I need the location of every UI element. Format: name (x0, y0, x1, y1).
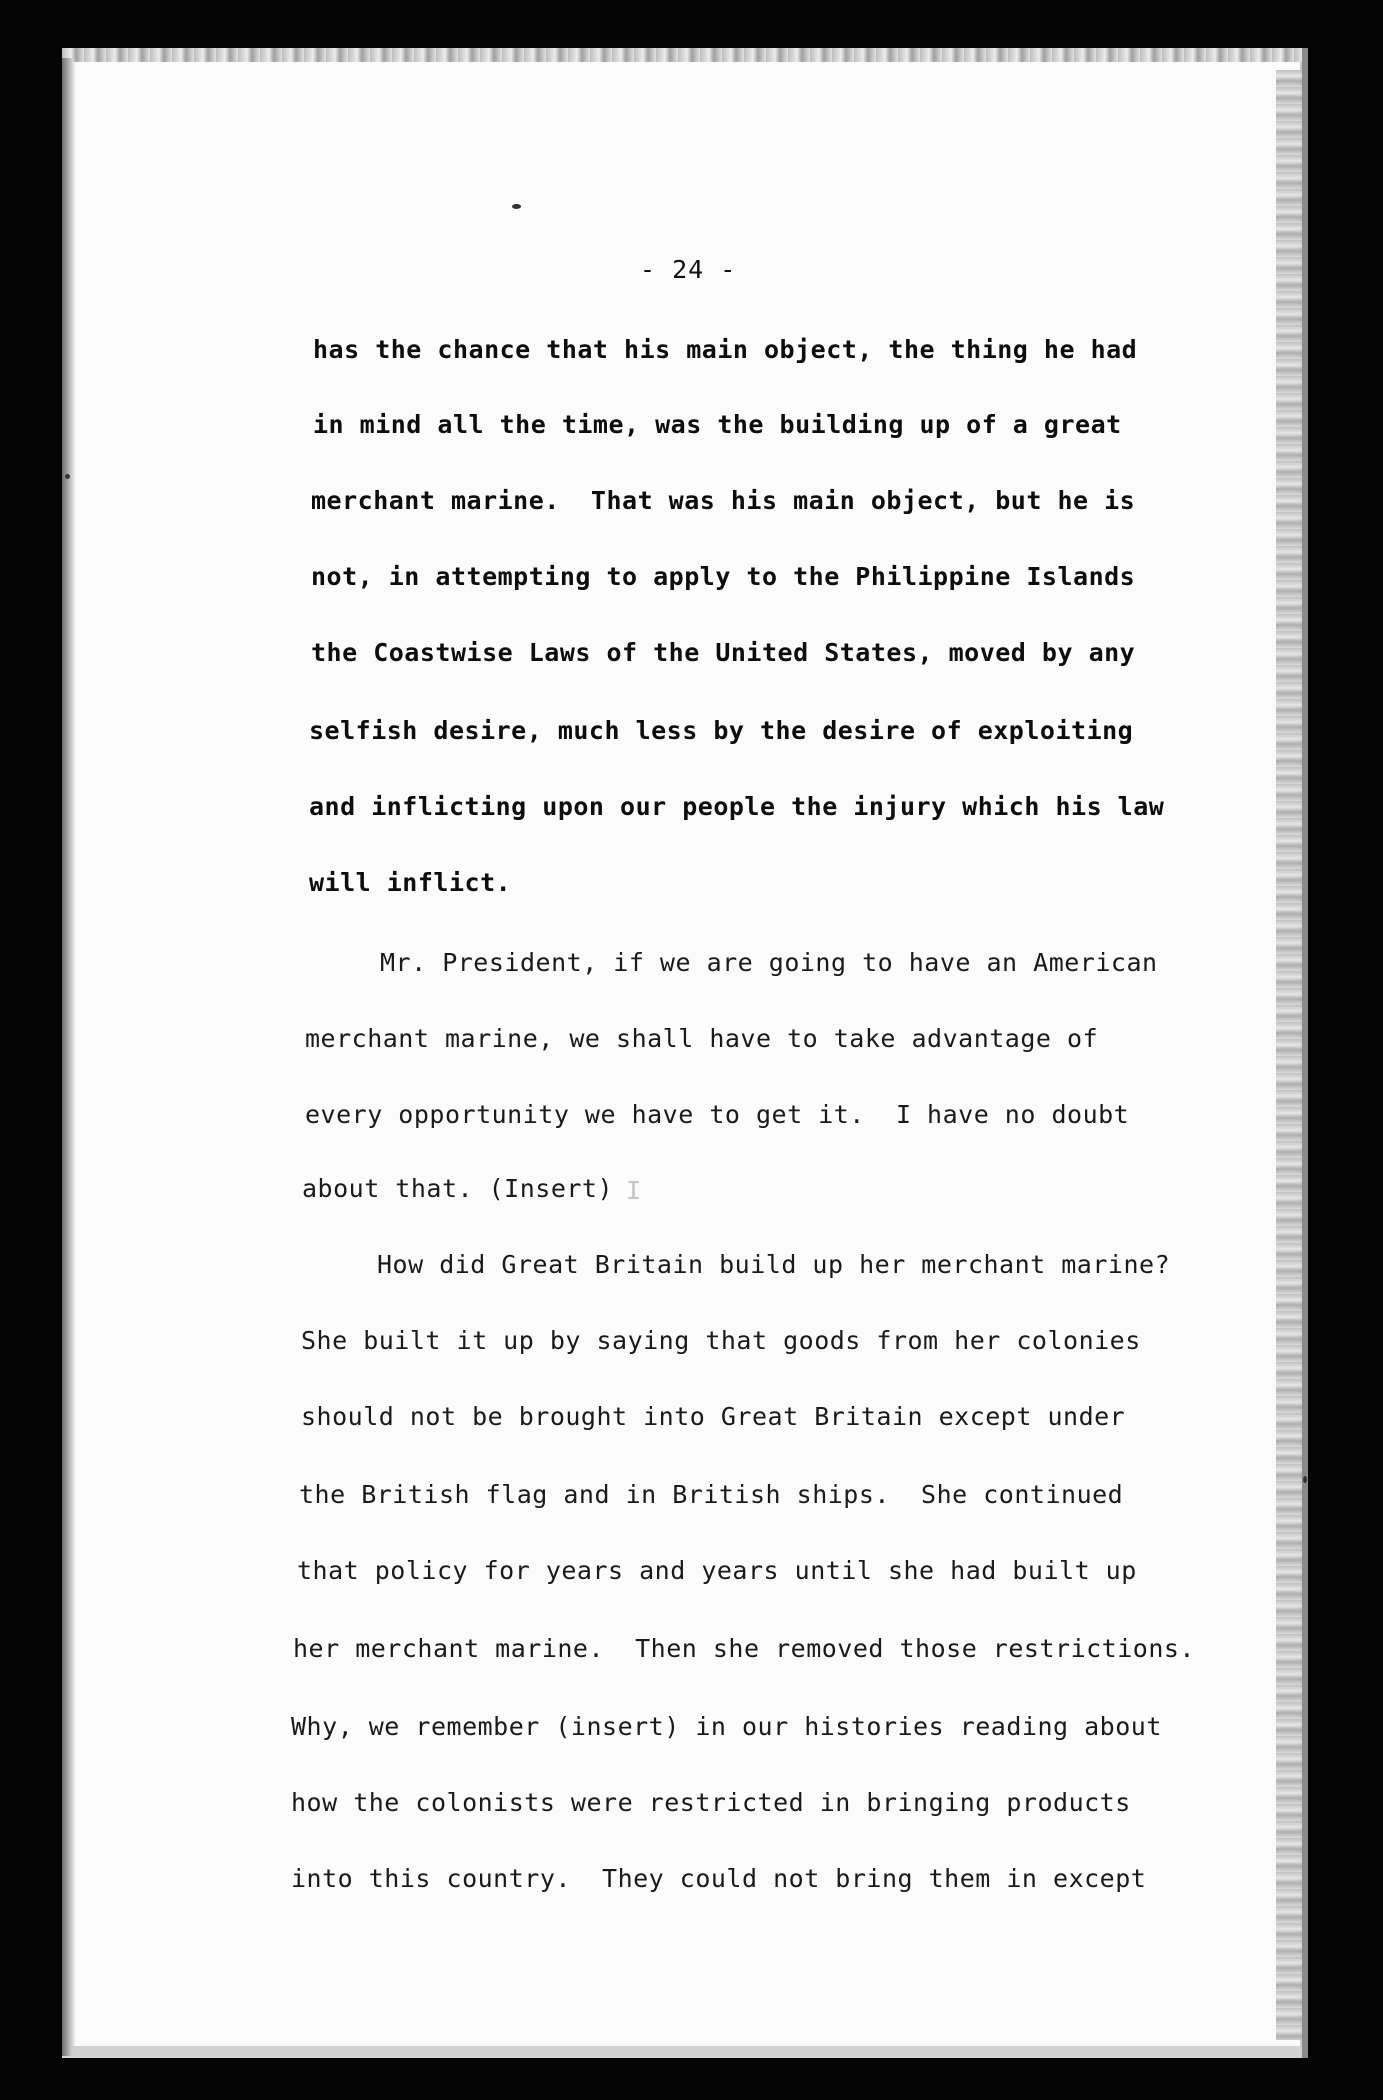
text-line-21: into this country. They could not bring them in except (291, 1864, 1147, 1893)
text-line-4: not, in attempting to apply to the Philippine Islands (311, 562, 1136, 591)
text-line-5: the Coastwise Laws of the United States, moved by any (311, 638, 1136, 667)
text-line-13: How did Great Britain build up her merchant marine? (377, 1250, 1171, 1279)
text-line-9: Mr. President, if we are going to have an American (380, 948, 1158, 977)
text-line-8: will inflict. (309, 868, 512, 897)
text-line-15: should not be brought into Great Britain except under (301, 1402, 1126, 1431)
text-line-11: every opportunity we have to get it. I have no doubt (305, 1100, 1130, 1129)
text-line-6: selfish desire, much less by the desire of exploiting (309, 716, 1134, 745)
page-left-shadow (62, 58, 76, 2056)
text-line-1: has the chance that his main object, the thing he had (313, 335, 1138, 364)
page-bottom-edge (62, 2046, 1302, 2058)
text-line-7: and inflicting upon our people the injury which his law (309, 792, 1165, 821)
stacked-page-edges (1276, 70, 1302, 2040)
text-line-3: merchant marine. That was his main object, but he is (311, 486, 1136, 515)
text-line-12: about that. (Insert) (302, 1174, 614, 1203)
text-line-19: Why, we remember (insert) in our histories reading about (291, 1712, 1162, 1741)
text-line-16: the British flag and in British ships. She continued (299, 1480, 1124, 1509)
text-line-10: merchant marine, we shall have to take advantage of (305, 1024, 1099, 1053)
text-line-17: that policy for years and years until she had built up (297, 1556, 1137, 1585)
text-line-20: how the colonists were restricted in bringing products (291, 1788, 1131, 1817)
ink-speck (512, 204, 521, 209)
text-line-2: in mind all the time, was the building up of a great (313, 410, 1122, 439)
text-line-14: She built it up by saying that goods from her colonies (301, 1326, 1141, 1355)
page-number: - 24 - (640, 255, 737, 284)
faint-insert-mark: I (626, 1176, 720, 1205)
ink-speck (1303, 1476, 1307, 1483)
text-line-18: her merchant marine. Then she removed those restrictions. (293, 1634, 1195, 1663)
page-top-edge (62, 48, 1302, 62)
ink-speck (65, 474, 70, 479)
